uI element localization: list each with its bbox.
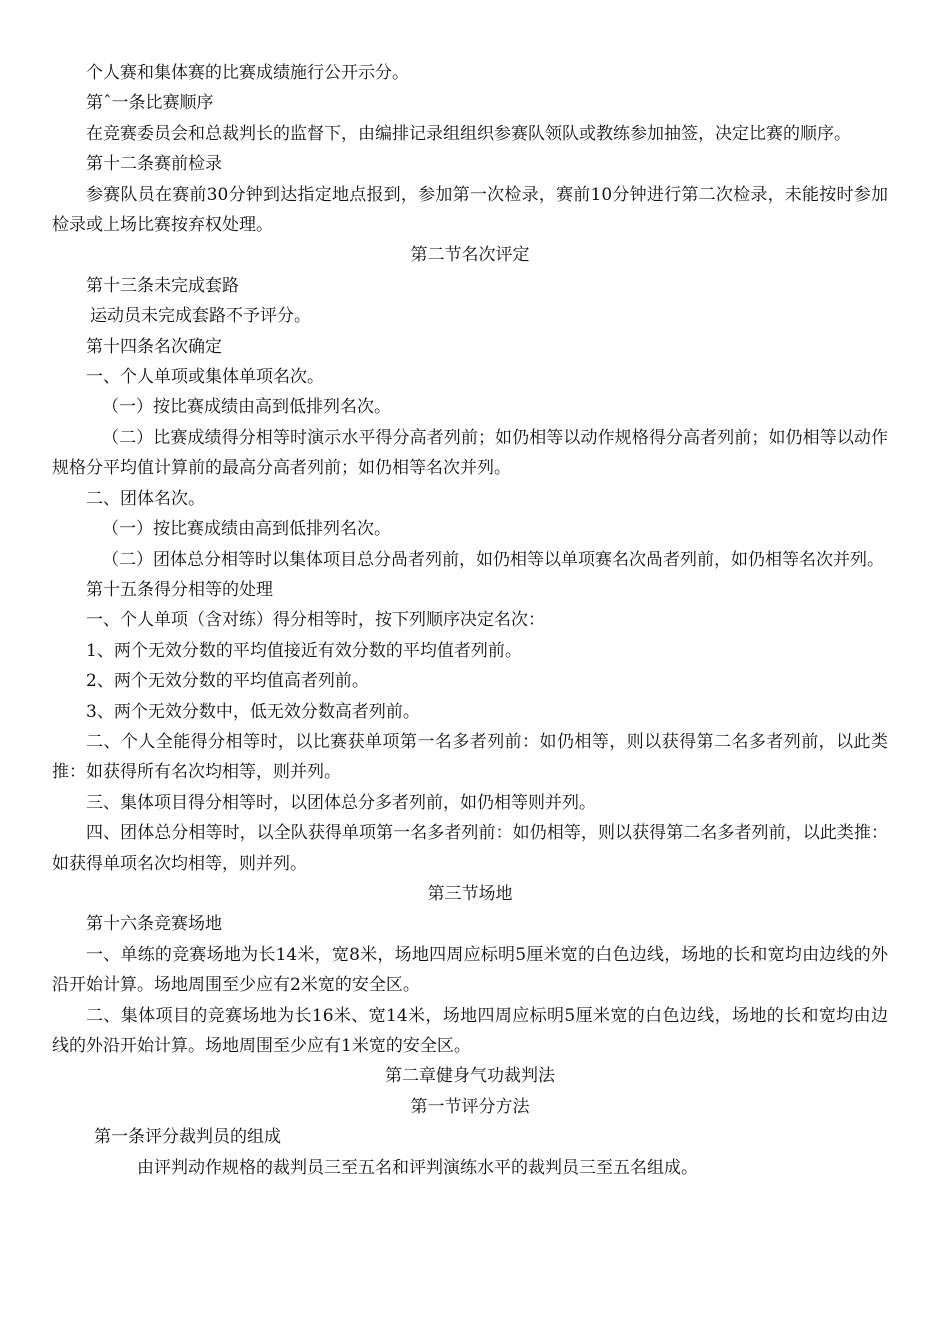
chapter-heading: 第二章健身气功裁判法 (385, 1066, 555, 1087)
article-heading: 第十三条未完成套路 (86, 275, 239, 296)
list-item: 三、集体项目得分相等时，以团体总分多者列前，如仍相等则并列。 (86, 792, 596, 813)
article-heading: 第ˆ一条比赛顺序 (86, 93, 214, 114)
paragraph: 参赛队员在赛前30分钟到达指定地点报到，参加第一次检录，赛前10分钟进行第二次检录，未能按时参加检录或上场比赛按弃权处理。 (52, 184, 888, 236)
article-heading: 第十四条名次确定 (86, 336, 222, 357)
list-item: 二、个人全能得分相等时，以比赛获单项第一名多者列前：如仍相等，则以获得第二名多者列前，以此类推：如获得所有名次均相等，则并列。 (52, 731, 888, 783)
article-heading: 第十六条竞赛场地 (86, 914, 222, 935)
list-item: （二）比赛成绩得分相等时演示水平得分高者列前；如仍相等以动作规格得分高者列前；如仍相等以动作规格分平均值计算前的最高分高者列前；如仍相等名次并列。 (52, 427, 888, 479)
list-item: （一）按比赛成绩由高到低排列名次。 (102, 519, 391, 540)
list-item: 2、两个无效分数的平均值高者列前。 (86, 671, 369, 692)
section-heading: 第三节场地 (427, 883, 513, 904)
list-item: （一）按比赛成绩由高到低排列名次。 (102, 397, 391, 418)
list-item: 一、单练的竞赛场地为长14米，宽8米，场地四周应标明5厘米宽的白色边线，场地的长和宽均由边线的外沿开始计算。场地周围至少应有2米宽的安全区。 (52, 944, 888, 996)
section-heading: 第二节名次评定 (410, 245, 530, 266)
list-item: 一、个人单项（含对练）得分相等时，按下列顺序决定名次： (86, 610, 545, 631)
list-item: 二、集体项目的竞赛场地为长16米、宽14米，场地四周应标明5厘米宽的白色边线，场地的长和宽均由边线的外沿开始计算。场地周围至少应有1米宽的安全区。 (52, 1005, 888, 1056)
list-item: 二、团体名次。 (86, 488, 205, 509)
paragraph: 运动员未完成套路不予评分。 (90, 306, 311, 327)
list-item: 3、两个无效分数中，低无效分数高者列前。 (86, 701, 420, 722)
list-item: （二）团体总分相等时以集体项目总分咼者列前，如仍相等以单项赛名次咼者列前，如仍相等名次并列。 (102, 549, 884, 570)
document-page (52, 58, 888, 1183)
paragraph: 在竞赛委员会和总裁判长的监督下，由编排记录组组织参赛队领队或教练参加抽签，决定比赛的顺序。 (86, 123, 851, 144)
article-heading: 第一条评分裁判员的组成 (94, 1127, 281, 1148)
article-heading: 第十五条得分相等的处理 (86, 579, 273, 600)
list-item: 四、团体总分相等时，以全队获得单项第一名多者列前：如仍相等，则以获得第二名多者列前，以此类推：如获得单项名次均相等，则并列。 (52, 823, 888, 874)
paragraph: 个人赛和集体赛的比赛成绩施行公开示分。 (86, 63, 409, 83)
section-heading: 第一节评分方法 (410, 1096, 530, 1117)
paragraph: 由评判动作规格的裁判员三至五名和评判演练水平的裁判员三至五名组成。 (137, 1157, 698, 1178)
article-heading: 第十二条赛前检录 (86, 154, 222, 175)
list-item: 一、个人单项或集体单项名次。 (86, 367, 324, 388)
list-item: 1、两个无效分数的平均值接近有效分数的平均值者列前。 (86, 640, 522, 661)
